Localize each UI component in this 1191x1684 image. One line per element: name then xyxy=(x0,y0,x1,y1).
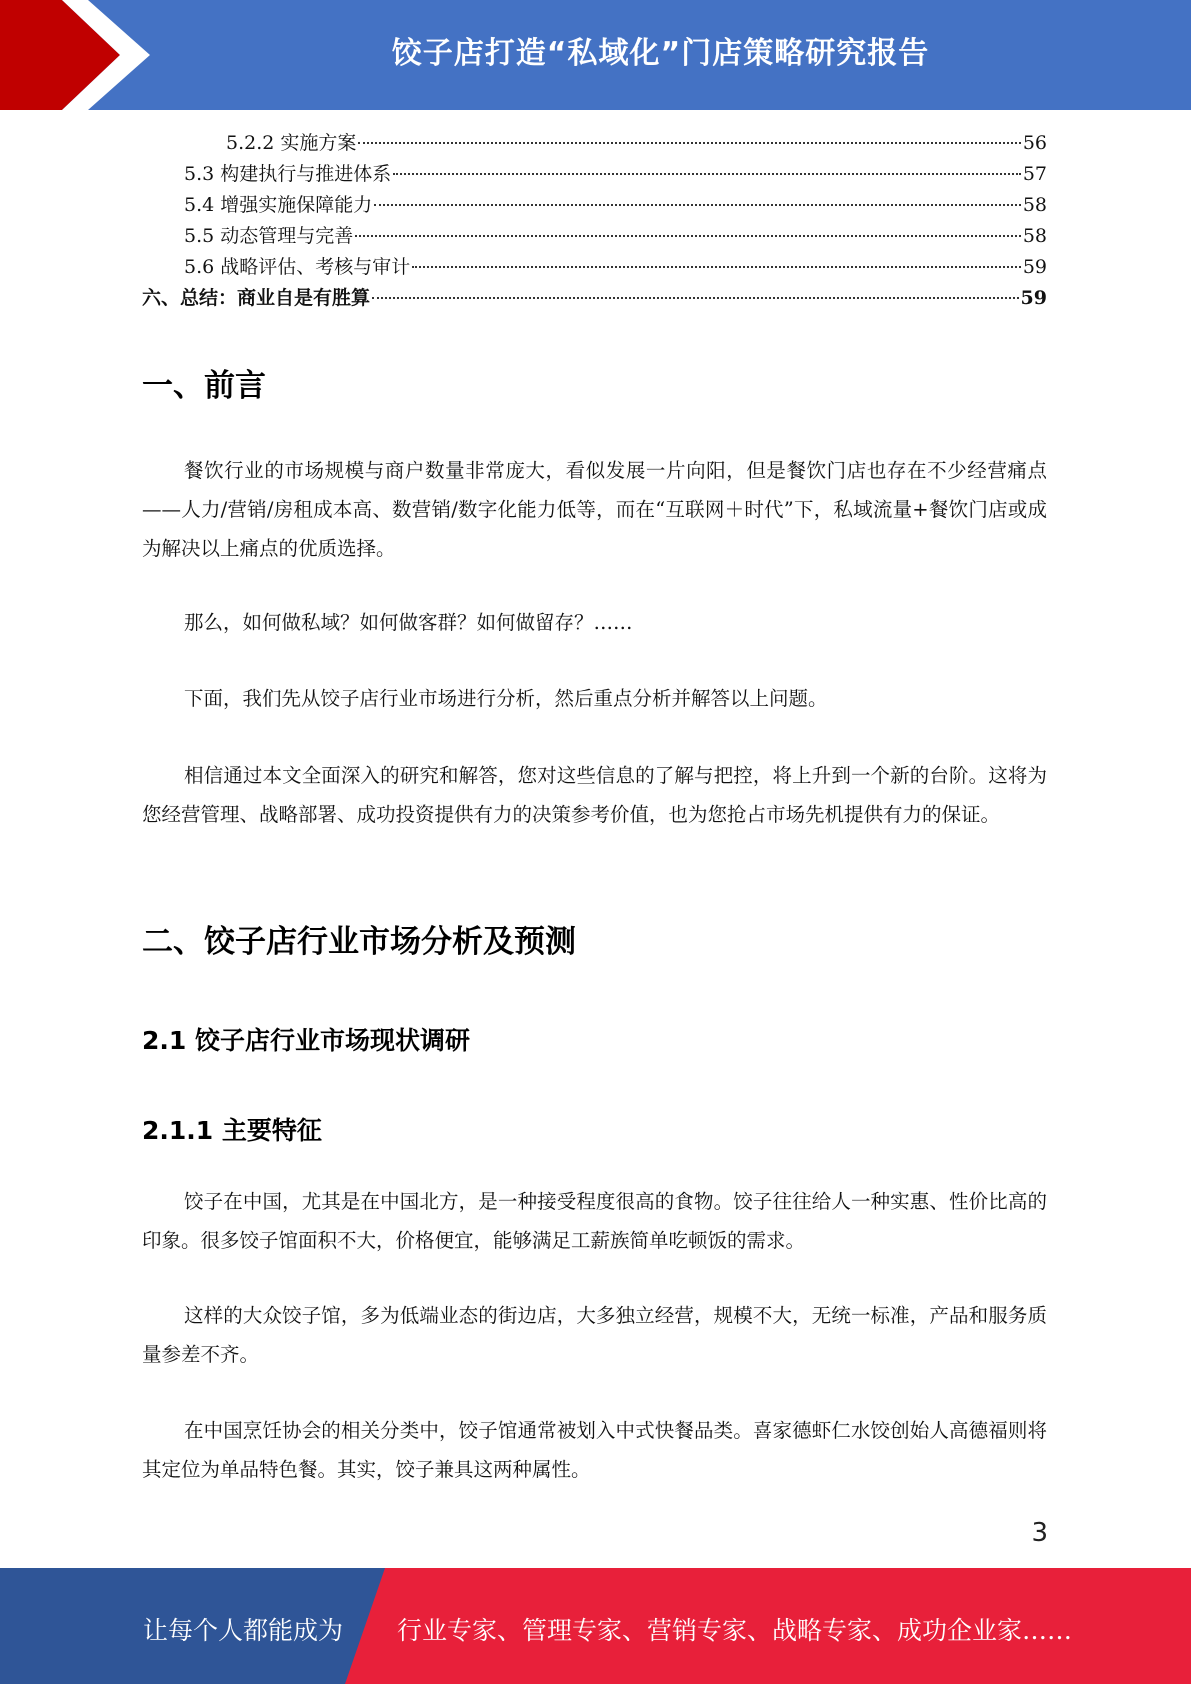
toc-entry-label: 5.6 战略评估、考核与审计 xyxy=(184,256,411,278)
toc-entry-label: 六、总结：商业自是有胜算 xyxy=(142,287,371,309)
toc-leader-dots xyxy=(412,266,1021,268)
report-title: 饺子店打造“私域化”门店策略研究报告 xyxy=(391,36,930,71)
features-paragraph-1: 饺子在中国，尤其是在中国北方，是一种接受程度很高的食物。饺子往往给人一种实惠、性价比高的印象。很多饺子馆面积不大，价格便宜，能够满足工薪族简单吃顿饭的需求。 xyxy=(142,1190,1047,1252)
page-header xyxy=(0,0,1191,110)
subsubsection-heading-features: 2.1.1 主要特征 xyxy=(142,1116,322,1145)
toc-leader-dots xyxy=(374,204,1021,206)
toc-leader-dots xyxy=(372,297,1019,299)
toc-entry[interactable] xyxy=(142,159,1047,190)
section-heading-market-analysis: 二、饺子店行业市场分析及预测 xyxy=(142,924,576,960)
toc-entry[interactable] xyxy=(142,221,1047,252)
section-heading-preface: 一、前言 xyxy=(142,368,266,404)
table-of-contents xyxy=(142,128,1047,314)
toc-entry-label: 5.5 动态管理与完善 xyxy=(184,225,354,247)
preface-paragraph-3: 下面，我们先从饺子店行业市场进行分析，然后重点分析并解答以上问题。 xyxy=(184,687,828,710)
toc-entry-label: 5.3 构建执行与推进体系 xyxy=(184,163,392,185)
footer-slogan-left: 让每个人都能成为 xyxy=(143,1616,344,1645)
toc-entry[interactable] xyxy=(142,252,1047,283)
page-number: 3 xyxy=(1031,1518,1048,1548)
toc-leader-dots xyxy=(358,142,1020,144)
features-paragraph-3: 在中国烹饪协会的相关分类中，饺子馆通常被划入中式快餐品类。喜家德虾仁水饺创始人高德福则将其定位为单品特色餐。其实，饺子兼具这两种属性。 xyxy=(142,1419,1047,1481)
features-paragraph-2: 这样的大众饺子馆，多为低端业态的街边店，大多独立经营，规模不大，无统一标准，产品和服务质量参差不齐。 xyxy=(142,1304,1047,1366)
toc-leader-dots xyxy=(355,235,1021,237)
toc-entry[interactable] xyxy=(142,128,1047,159)
page-footer xyxy=(0,1568,1191,1684)
toc-entry-page: 58 xyxy=(1022,194,1047,216)
toc-entry[interactable] xyxy=(142,190,1047,221)
preface-paragraph-4: 相信通过本文全面深入的研究和解答，您对这些信息的了解与把控，将上升到一个新的台阶。这将为您经营管理、战略部署、成功投资提供有力的决策参考价值，也为您抢占市场先机提供有力的保证。 xyxy=(142,764,1047,826)
toc-entry-label: 5.2.2 实施方案 xyxy=(226,132,357,154)
toc-leader-dots xyxy=(393,173,1021,175)
toc-entry-page: 56 xyxy=(1022,132,1047,154)
toc-entry-page: 59 xyxy=(1022,256,1047,278)
footer-slogan-right: 行业专家、管理专家、营销专家、战略专家、成功企业家…… xyxy=(397,1616,1073,1645)
subsection-heading-research: 2.1 饺子店行业市场现状调研 xyxy=(142,1026,470,1055)
toc-entry-label: 5.4 增强实施保障能力 xyxy=(184,194,373,216)
toc-entry-page: 57 xyxy=(1022,163,1047,185)
toc-entry[interactable] xyxy=(142,283,1047,314)
toc-entry-page: 59 xyxy=(1020,287,1047,309)
toc-entry-page: 58 xyxy=(1022,225,1047,247)
preface-paragraph-2: 那么，如何做私域？如何做客群？如何做留存？…… xyxy=(184,611,633,634)
preface-paragraph-1: 餐饮行业的市场规模与商户数量非常庞大，看似发展一片向阳，但是餐饮门店也存在不少经营痛点——人力/营销/房租成本高、数营销/数字化能力低等，而在“互联网＋时代”下，私域流量+餐饮门店或成为解决以上痛点的优质选择。 xyxy=(142,459,1047,560)
